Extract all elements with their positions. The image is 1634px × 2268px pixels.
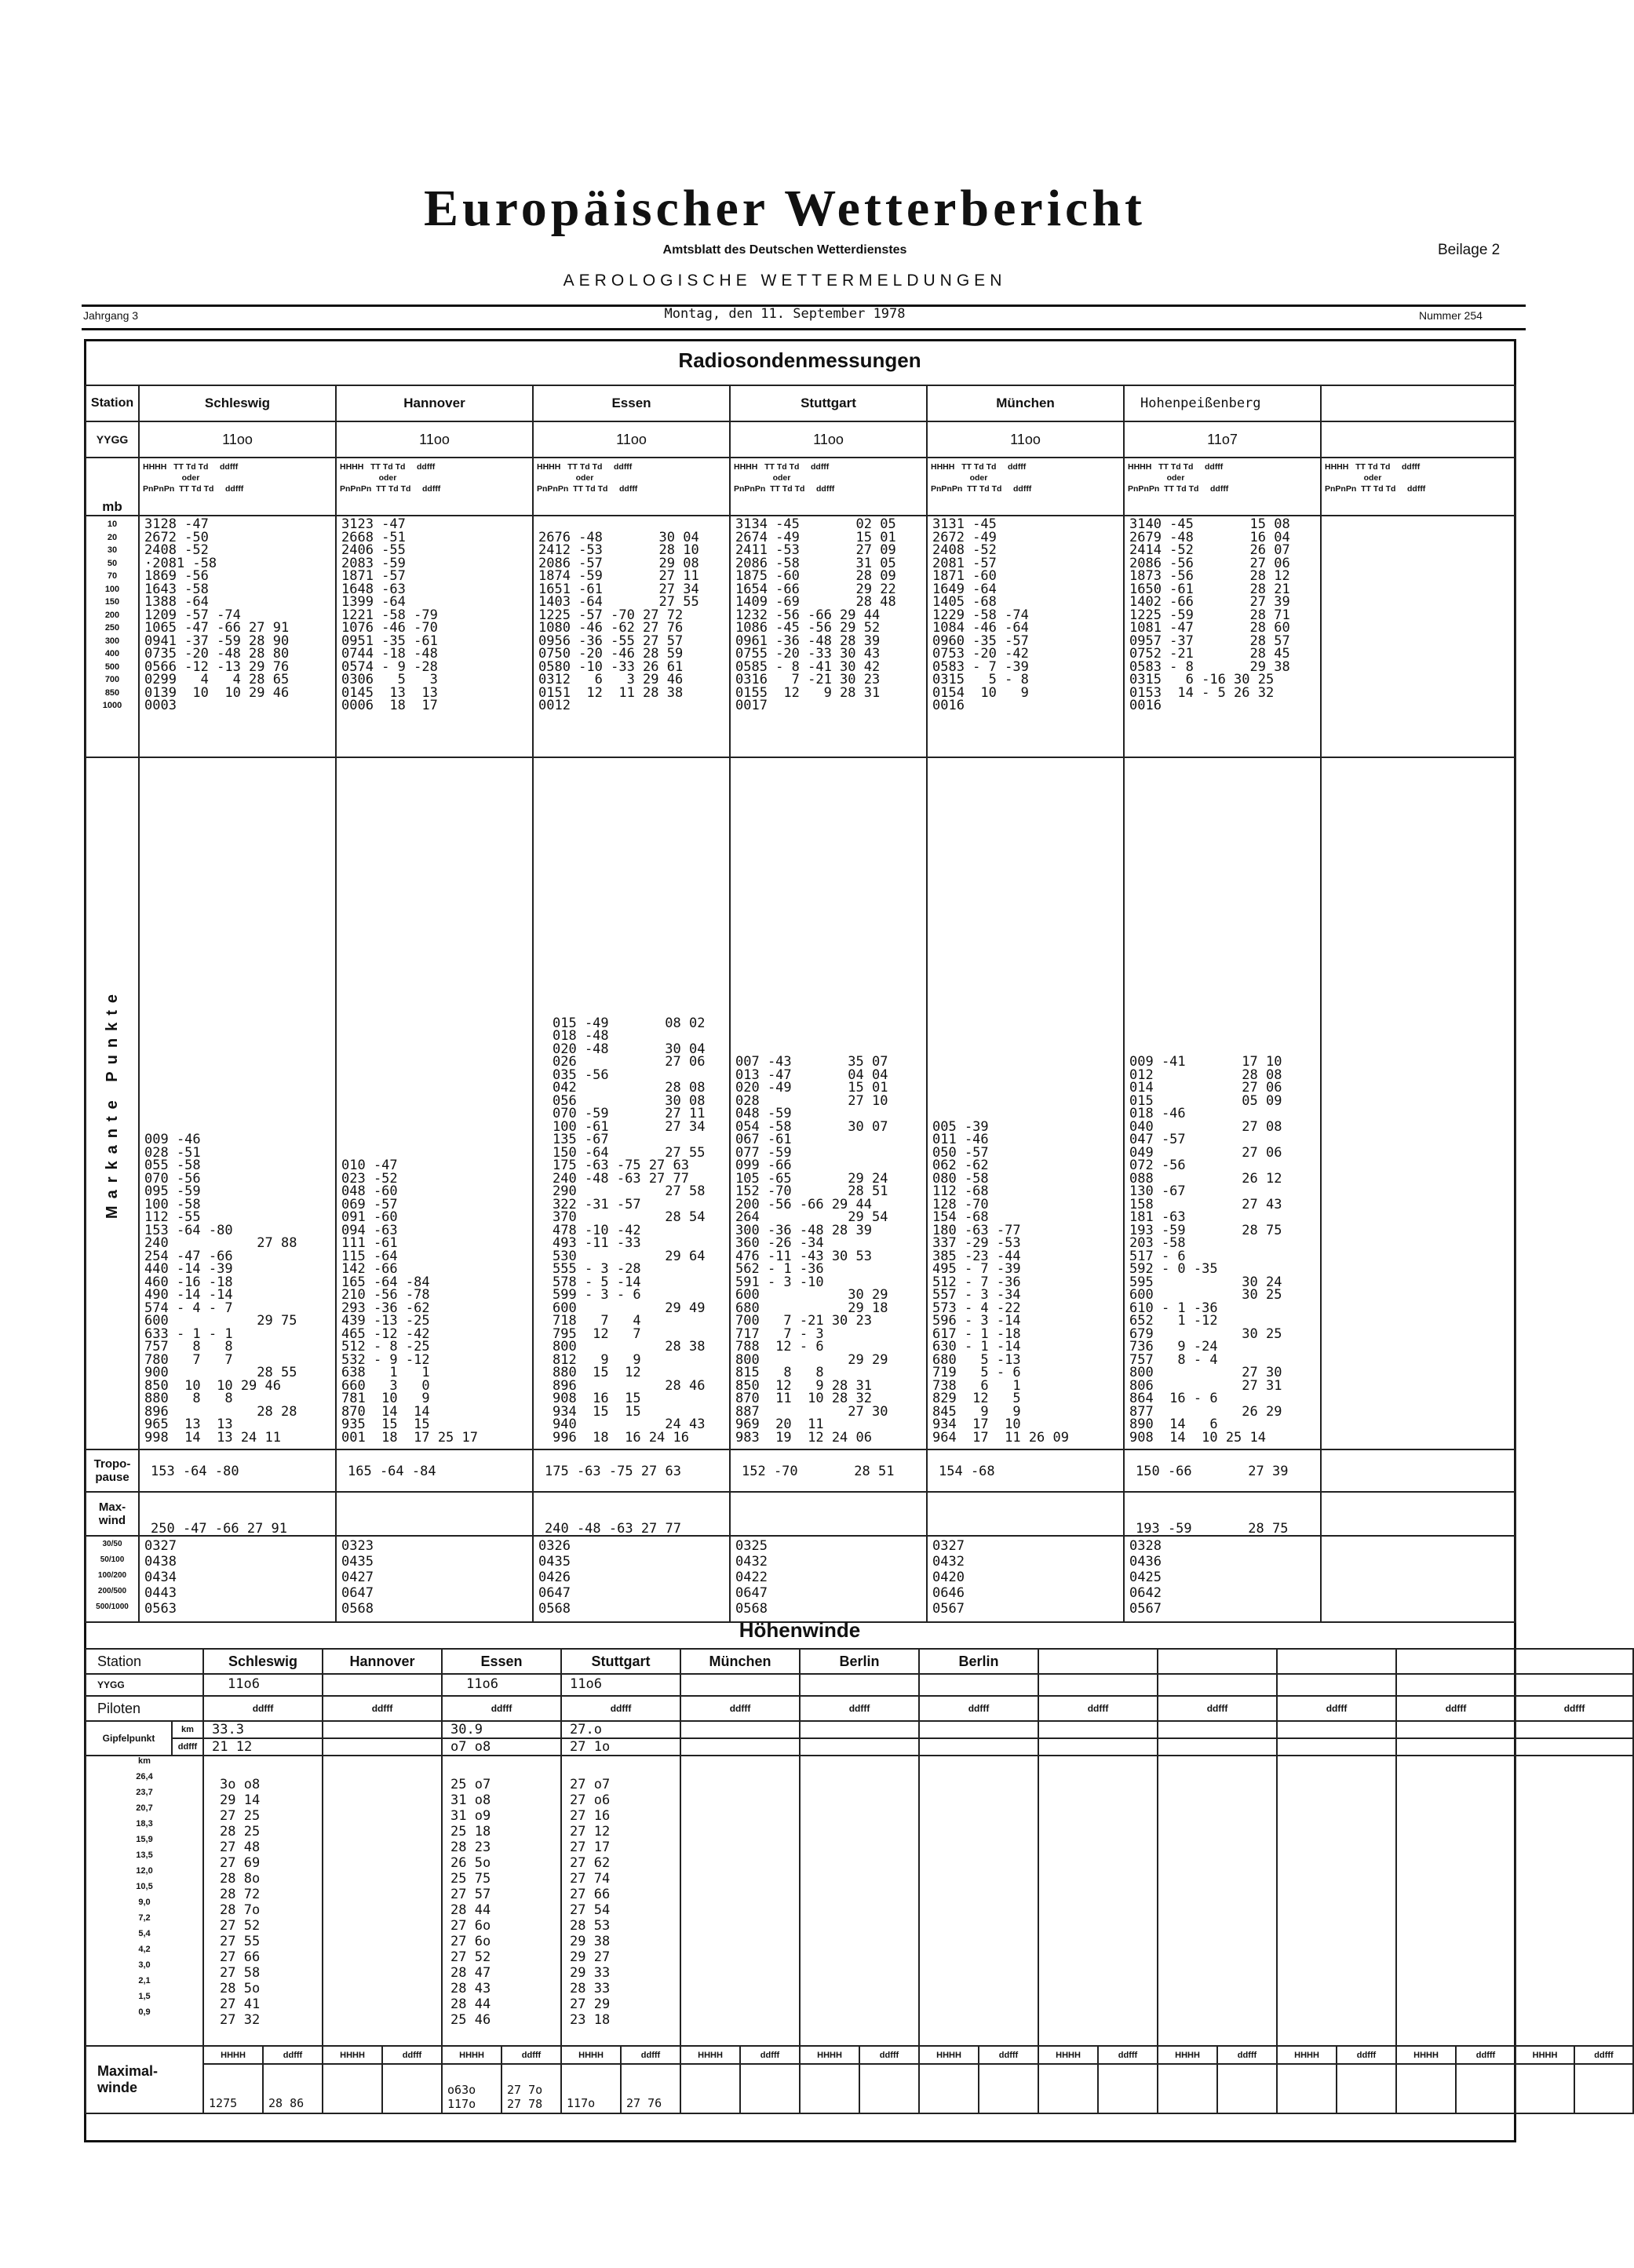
mb-levels: 10 20 30 50 70 100 150 200 250 300 400 500 700 850 1000 — [86, 516, 139, 757]
std-level-data: 3123 -47 2668 -51 2406 -55 2083 -59 1871 -57 1648 -63 1399 -64 1221 -58 -79 1076 -46 -70 0951 -35 -61 0744 -18 -48 0574 - 9 -28 0306 5 3 0145 13 13 0006 18 17 — [336, 516, 533, 757]
max-hhhh — [920, 2064, 979, 2113]
ddfff-header: ddfff — [1396, 1696, 1515, 1721]
wind-column — [800, 1756, 919, 2046]
maxwind-value: 240 -48 -63 27 77 — [533, 1492, 730, 1536]
ddfff-header: ddfff — [1217, 2047, 1276, 2064]
station-name: München — [927, 385, 1124, 421]
ddfff-header: ddfff — [203, 1696, 323, 1721]
max-cell — [800, 2046, 919, 2113]
max-hhhh: 1275 — [204, 2064, 263, 2113]
hw-station: Schleswig — [203, 1649, 323, 1674]
ddfff-header: ddfff — [263, 2047, 322, 2064]
empty-cell — [1321, 1536, 1515, 1622]
maxwind-value — [336, 1492, 533, 1536]
max-hhhh — [1516, 2064, 1574, 2113]
std-level-data: 3134 -45 02 05 2674 -49 15 01 2411 -53 27 09 2086 -58 31 05 1875 -60 28 09 1654 -66 29 22 1409 -69 28 48 1232 -56 -66 29 44 1086 -45 -56 29 52 0961 -36 -48 28 39 0755 -20 -33 30 43 0585 - 8 -41 30 42 0316 7 -21 30 23 0155 12 9 28 31 0017 — [730, 516, 927, 757]
ddfff-header: ddfff — [1574, 2047, 1632, 2064]
max-ddfff: 28 86 — [268, 2096, 305, 2110]
km-levels: 26,4 23,7 20,7 18,3 15,9 13,5 12,0 10,5 9,0 7,2 5,4 4,2 3,0 2,1 1,5 0,9 — [136, 1772, 153, 2017]
wind-column — [1158, 1756, 1277, 2046]
yygg-value: 11oo — [730, 421, 927, 458]
column-caption: HHHH TT Td Td ddfff oder PnPnPn TT Td Td ddfff — [927, 458, 1124, 516]
page-title: Europäischer Wetterbericht — [423, 180, 1147, 237]
gipfel-ddfff: o7 o8 — [442, 1738, 561, 1756]
max-hhhh — [1158, 2064, 1217, 2113]
tropopause-value: 175 -63 -75 27 63 — [533, 1449, 730, 1492]
ddfff-header: ddfff — [859, 2047, 918, 2064]
hw-station — [1038, 1649, 1158, 1674]
max-cell — [919, 2046, 1038, 2113]
hw-yygg — [919, 1674, 1038, 1696]
max-subtable — [1039, 2047, 1157, 2113]
km-label: km — [172, 1721, 203, 1738]
hw-yygg: 11o6 — [442, 1674, 561, 1696]
hoehenwinde-title: Höhenwinde — [739, 1618, 861, 1642]
wind-column — [1277, 1756, 1396, 2046]
max-ddfff — [740, 2064, 799, 2113]
tropopause-value: 153 -64 -80 — [139, 1449, 336, 1492]
max-cell — [323, 2046, 442, 2113]
ddfff-header: ddfff — [800, 1696, 919, 1721]
max-ddfff — [1574, 2064, 1632, 2113]
thickness-values: 0327 0432 0420 0646 0567 — [927, 1536, 1124, 1622]
ddfff-header: ddfff — [561, 1696, 680, 1721]
wind-column — [1396, 1756, 1515, 2046]
sig-level-data: 009 -41 17 10 012 28 08 014 27 06 015 05 09 018 -46 040 27 08 047 -57 049 27 06 072 -56 088 26 12 130 -67 158 27 43 181 -63 193 -59 28 75 203 -58 517 - 6 592 - 0 -35 595 30 24 600 30 25 610 - 1 -36 652 1 -12 679 30 25 736 9 -24 757 8 - 4 800 27 30 806 27 31 864 16 - 6 877 26 29 890 14 6 908 14 10 25 14 — [1124, 757, 1321, 1449]
sig-level-data: 009 -46 028 -51 055 -58 070 -56 095 -59 100 -58 112 -55 153 -64 -80 240 27 88 254 -47 -66 440 -14 -39 460 -16 -18 490 -14 -14 574 - 4 - 7 600 29 75 633 - 1 - 1 757 8 8 780 7 7 900 28 55 850 10 10 29 46 880 8 8 896 28 28 965 13 13 998 14 13 24 11 — [139, 757, 336, 1449]
hw-station — [1396, 1649, 1515, 1674]
station-name: Hannover — [336, 385, 533, 421]
max-ddfff — [859, 2064, 918, 2113]
ddfff-label: ddfff — [172, 1738, 203, 1756]
ddfff-header: ddfff — [1038, 1696, 1158, 1721]
ddfff-header: ddfff — [442, 1696, 561, 1721]
max-hhhh: o63o 117o — [443, 2064, 502, 2113]
max-ddfff — [979, 2064, 1038, 2113]
gipfel-ddfff — [323, 1738, 442, 1756]
ddfff-header: ddfff — [323, 1696, 442, 1721]
hw-yygg: 11o6 — [561, 1674, 680, 1696]
std-level-data: 3128 -47 2672 -50 2408 -52 ·2081 -58 1869 -56 1643 -58 1388 -64 1209 -57 -74 1065 -47 -66 27 91 0941 -37 -59 28 90 0735 -20 -48 28 80 0566 -12 -13 29 76 0299 4 4 28 65 0139 10 10 29 46 0003 — [139, 516, 336, 757]
km-label: km — [138, 1756, 151, 1766]
piloten-label: Piloten — [86, 1696, 203, 1721]
tropopause-label: Tropo- pause — [86, 1449, 139, 1492]
wind-column — [1038, 1756, 1158, 2046]
max-subtable — [562, 2047, 680, 2113]
max-cell — [203, 2046, 323, 2113]
hhhh-header: HHHH — [323, 2047, 382, 2064]
yygg-value: 11o7 — [1124, 421, 1321, 458]
hw-station: Essen — [442, 1649, 561, 1674]
gipfel-km — [800, 1721, 919, 1738]
thickness-values: 0328 0436 0425 0642 0567 — [1124, 1536, 1321, 1622]
ddfff-header: ddfff — [1098, 2047, 1157, 2064]
hw-station — [1158, 1649, 1277, 1674]
yygg-value: 11oo — [336, 421, 533, 458]
hhhh-header: HHHH — [681, 2047, 740, 2064]
station-label: Station — [86, 385, 139, 421]
hhhh-header: HHHH — [1397, 2047, 1456, 2064]
max-hhhh — [1039, 2064, 1098, 2113]
gipfel-ddfff — [1277, 1738, 1396, 1756]
yygg-label: YYGG — [86, 1674, 203, 1696]
gipfel-km — [1277, 1721, 1396, 1738]
max-cell — [442, 2046, 561, 2113]
maximalwinde-label: Maximal- winde — [86, 2046, 203, 2113]
station-label: Station — [86, 1649, 203, 1674]
max-subtable — [1278, 2047, 1395, 2113]
ddfff-header: ddfff — [502, 2047, 560, 2064]
gipfel-km — [919, 1721, 1038, 1738]
gipfel-km — [323, 1721, 442, 1738]
radiosonde-title: Radiosondenmessungen — [678, 348, 921, 372]
empty-cell — [1321, 516, 1515, 757]
max-ddfff — [1217, 2064, 1276, 2113]
empty-station — [1321, 385, 1515, 421]
sig-level-data: 015 -49 08 02 018 -48 020 -48 30 04 026 27 06 035 -56 042 28 08 056 30 08 070 -59 27 11 100 -61 27 34 135 -67 150 -64 27 55 175 -63 -75 27 63 240 -48 -63 27 77 290 27 58 322 -31 -57 370 28 54 478 -10 -42 493 -11 -33 530 29 64 555 - 3 -28 578 - 5 -14 599 - 3 - 6 600 29 49 718 7 4 795 12 7 800 28 38 812 9 9 880 15 12 896 28 46 908 16 15 934 15 15 940 24 43 996 18 16 24 16 — [533, 757, 730, 1449]
ddfff-header: ddfff — [1158, 1696, 1277, 1721]
hw-station: München — [680, 1649, 800, 1674]
station-name: Stuttgart — [730, 385, 927, 421]
wind-column — [680, 1756, 800, 2046]
max-subtable — [801, 2047, 918, 2113]
wind-column: 27 o7 27 o6 27 16 27 12 27 17 27 62 27 74 27 66 27 54 28 53 29 38 29 27 29 33 28 33 27 29 23 18 — [561, 1756, 680, 2046]
station-name: Essen — [533, 385, 730, 421]
gipfel-ddfff — [1038, 1738, 1158, 1756]
max-subtable — [1158, 2047, 1276, 2113]
std-level-data: 3140 -45 15 08 2679 -48 16 04 2414 -52 26 07 2086 -56 27 06 1873 -56 28 12 1650 -61 28 21 1402 -66 27 39 1225 -59 28 71 1081 -47 28 60 0957 -37 28 57 0752 -21 28 45 0583 - 8 29 38 0315 6 -16 30 25 0153 14 - 5 26 32 0016 — [1124, 516, 1321, 757]
hhhh-header: HHHH — [204, 2047, 263, 2064]
sig-level-data: 007 -43 35 07 013 -47 04 04 020 -49 15 01 028 27 10 048 -59 054 -58 30 07 067 -61 077 -59 099 -66 105 -65 29 24 152 -70 28 51 200 -56 -66 29 44 264 29 54 300 -36 -48 28 39 360 -26 -34 476 -11 -43 30 53 562 - 1 -36 591 - 3 -10 600 30 29 680 29 18 700 7 -21 30 23 717 7 - 3 788 12 - 6 800 29 29 815 8 8 850 12 9 28 31 870 11 10 28 32 887 27 30 969 20 11 983 19 12 24 06 — [730, 757, 927, 1449]
hw-yygg: 11o6 — [203, 1674, 323, 1696]
column-caption: HHHH TT Td Td ddfff oder PnPnPn TT Td Td ddfff — [336, 458, 533, 516]
subtitle: Amtsblatt des Deutschen Wetterdienstes — [662, 243, 907, 257]
gipfel-km — [1515, 1721, 1633, 1738]
hw-station — [1277, 1649, 1396, 1674]
markante-cell — [86, 757, 139, 1449]
empty-cell — [1321, 757, 1515, 1449]
column-caption: HHHH TT Td Td ddfff oder PnPnPn TT Td Td ddfff — [730, 458, 927, 516]
section-heading: AEROLOGISCHE WETTERMELDUNGEN — [563, 272, 1007, 290]
max-ddfff — [1456, 2064, 1515, 2113]
thickness-values: 0326 0435 0426 0647 0568 — [533, 1536, 730, 1622]
hw-station — [1515, 1649, 1633, 1674]
column-caption: HHHH TT Td Td ddfff oder PnPnPn TT Td Td ddfff — [1321, 458, 1515, 516]
maxwind-value: 250 -47 -66 27 91 — [139, 1492, 336, 1536]
max-hhhh — [681, 2064, 740, 2113]
max-subtable — [681, 2047, 799, 2113]
hhhh-header: HHHH — [443, 2047, 502, 2064]
column-caption: HHHH TT Td Td ddfff oder PnPnPn TT Td Td ddfff — [533, 458, 730, 516]
empty-cell — [1321, 421, 1515, 458]
hoehenwinde-table — [85, 1648, 1634, 2114]
ddfff-header: ddfff — [740, 2047, 799, 2064]
hw-yygg — [680, 1674, 800, 1696]
hw-station: Berlin — [800, 1649, 919, 1674]
mb-label: mb — [86, 458, 139, 516]
ddfff-header: ddfff — [1456, 2047, 1515, 2064]
gipfel-km — [680, 1721, 800, 1738]
sig-level-data: 010 -47 023 -52 048 -60 069 -57 091 -60 094 -63 111 -61 115 -64 142 -66 165 -64 -84 210 -56 -78 293 -36 -62 439 -13 -25 465 -12 -42 512 - 8 -25 532 - 9 -12 638 1 1 660 3 0 781 10 9 870 14 14 935 15 15 001 18 17 25 17 — [336, 757, 533, 1449]
station-name: Schleswig — [139, 385, 336, 421]
wind-column — [323, 1756, 442, 2046]
std-level-data: 3131 -45 2672 -49 2408 -52 2081 -57 1871 -60 1649 -64 1405 -68 1229 -58 -74 1084 -46 -64 0960 -35 -57 0753 -20 -42 0583 - 7 -39 0315 5 - 8 0154 10 9 0016 — [927, 516, 1124, 757]
max-ddfff: 27 76 — [626, 2096, 662, 2110]
maxwind-label: Max- wind — [86, 1492, 139, 1536]
ddfff-header: ddfff — [979, 2047, 1038, 2064]
max-ddfff: 27 7o 27 78 — [507, 2083, 543, 2111]
yygg-value: 11oo — [533, 421, 730, 458]
hw-station: Berlin — [919, 1649, 1038, 1674]
ddfff-header: ddfff — [382, 2047, 441, 2064]
gipfel-ddfff — [1515, 1738, 1633, 1756]
ddfff-header: ddfff — [1515, 1696, 1633, 1721]
hhhh-header: HHHH — [1158, 2047, 1217, 2064]
wind-column — [1515, 1756, 1633, 2046]
ddfff-header: ddfff — [1277, 1696, 1396, 1721]
markante-label: Markante Punkte — [103, 987, 121, 1220]
hw-yygg — [1158, 1674, 1277, 1696]
wind-column: 25 o7 31 o8 31 o9 25 18 28 23 26 5o 25 75 27 57 28 44 27 6o 27 6o 27 52 28 47 28 43 28 44 25 46 — [442, 1756, 561, 2046]
gipfel-ddfff — [680, 1738, 800, 1756]
gipfel-ddfff: 27 1o — [561, 1738, 680, 1756]
max-cell — [561, 2046, 680, 2113]
ddfff-header: ddfff — [1337, 2047, 1395, 2064]
tropopause-value: 150 -66 27 39 — [1124, 1449, 1321, 1492]
hhhh-header: HHHH — [1278, 2047, 1337, 2064]
gipfel-ddfff — [919, 1738, 1038, 1756]
hhhh-header: HHHH — [801, 2047, 859, 2064]
hw-yygg — [1396, 1674, 1515, 1696]
max-hhhh — [323, 2064, 382, 2113]
gipfel-km — [1396, 1721, 1515, 1738]
tropopause-value: 152 -70 28 51 — [730, 1449, 927, 1492]
wind-column: 3o o8 29 14 27 25 28 25 27 48 27 69 28 8o 28 72 28 7o 27 52 27 55 27 66 27 58 28 5o 27 41 27 32 — [203, 1756, 323, 2046]
max-subtable — [1397, 2047, 1515, 2113]
gipfel-km: 30.9 — [442, 1721, 561, 1738]
issue-date: Montag, den 11. September 1978 — [664, 306, 906, 322]
max-hhhh: 117o — [562, 2064, 621, 2113]
hhhh-header: HHHH — [920, 2047, 979, 2064]
max-cell — [1515, 2046, 1633, 2113]
beilage-label: Beilage 2 — [1438, 242, 1501, 258]
hw-yygg — [800, 1674, 919, 1696]
max-subtable — [1516, 2047, 1632, 2113]
hhhh-header: HHHH — [562, 2047, 621, 2064]
bottom-rule — [82, 328, 1526, 330]
std-level-data: 2676 -48 30 04 2412 -53 28 10 2086 -57 29 08 1874 -59 27 11 1651 -61 27 34 1403 -64 27 55 1225 -57 -70 27 72 1080 -46 -62 27 76 0956 -36 -55 27 57 0750 -20 -46 28 59 0580 -10 -33 26 61 0312 6 3 29 46 0151 12 11 28 38 0012 — [533, 516, 730, 757]
column-caption: HHHH TT Td Td ddfff oder PnPnPn TT Td Td ddfff — [1124, 458, 1321, 516]
empty-cell — [1321, 1449, 1515, 1492]
gipfel-km — [1038, 1721, 1158, 1738]
ddfff-header: ddfff — [680, 1696, 800, 1721]
thickness-values: 0323 0435 0427 0647 0568 — [336, 1536, 533, 1622]
empty-cell — [1321, 1492, 1515, 1536]
hhhh-header: HHHH — [1039, 2047, 1098, 2064]
max-hhhh — [1397, 2064, 1456, 2113]
maxwind-value — [730, 1492, 927, 1536]
station-name: Hohenpeißenberg — [1124, 385, 1321, 421]
max-cell — [1158, 2046, 1277, 2113]
hw-yygg — [1515, 1674, 1633, 1696]
gipfel-ddfff — [1158, 1738, 1277, 1756]
yygg-label: YYGG — [86, 421, 139, 458]
sig-level-data: 005 -39 011 -46 050 -57 062 -62 080 -58 112 -68 128 -70 154 -68 180 -63 -77 337 -29 -53 385 -23 -44 495 - 7 -39 512 - 7 -36 557 - 3 -34 573 - 4 -22 596 - 3 -14 617 - 1 -18 630 - 1 -14 680 5 -13 719 5 - 6 738 6 1 829 12 5 845 9 9 934 17 10 964 17 11 26 09 — [927, 757, 1124, 1449]
gipfel-km: 33.3 — [203, 1721, 323, 1738]
km-levels-cell — [86, 1756, 203, 2046]
max-subtable — [443, 2047, 560, 2113]
gipfel-km: 27.o — [561, 1721, 680, 1738]
max-hhhh — [801, 2064, 859, 2113]
gipfel-ddfff: 21 12 — [203, 1738, 323, 1756]
thickness-values: 0325 0432 0422 0647 0568 — [730, 1536, 927, 1622]
gipfel-ddfff — [800, 1738, 919, 1756]
thickness-values: 0327 0438 0434 0443 0563 — [139, 1536, 336, 1622]
ddfff-header: ddfff — [919, 1696, 1038, 1721]
gipfelpunkt-label: Gipfelpunkt — [86, 1721, 172, 1756]
max-hhhh — [1278, 2064, 1337, 2113]
yygg-value: 11oo — [139, 421, 336, 458]
max-cell — [1038, 2046, 1158, 2113]
max-ddfff — [1337, 2064, 1395, 2113]
tropopause-value: 154 -68 — [927, 1449, 1124, 1492]
gipfel-km — [1158, 1721, 1277, 1738]
maxwind-value: 193 -59 28 75 — [1124, 1492, 1321, 1536]
max-cell — [1396, 2046, 1515, 2113]
thickness-labels: 30/50 50/100 100/200 200/500 500/1000 — [86, 1536, 139, 1622]
max-subtable — [204, 2047, 322, 2113]
hw-station: Stuttgart — [561, 1649, 680, 1674]
max-cell — [680, 2046, 800, 2113]
max-ddfff — [1098, 2064, 1157, 2113]
hw-station: Hannover — [323, 1649, 442, 1674]
hw-yygg — [1038, 1674, 1158, 1696]
wind-column — [919, 1756, 1038, 2046]
radiosonde-table — [85, 385, 1516, 1623]
maxwind-value — [927, 1492, 1124, 1536]
jahrgang: Jahrgang 3 — [83, 309, 139, 322]
column-caption: HHHH TT Td Td ddfff oder PnPnPn TT Td Td ddfff — [139, 458, 336, 516]
nummer: Nummer 254 — [1419, 309, 1483, 322]
hw-yygg — [323, 1674, 442, 1696]
max-cell — [1277, 2046, 1396, 2113]
tropopause-value: 165 -64 -84 — [336, 1449, 533, 1492]
max-subtable — [920, 2047, 1038, 2113]
hhhh-header: HHHH — [1516, 2047, 1574, 2064]
ddfff-header: ddfff — [621, 2047, 680, 2064]
hw-yygg — [1277, 1674, 1396, 1696]
max-subtable — [323, 2047, 441, 2113]
max-ddfff — [382, 2064, 441, 2113]
yygg-value: 11oo — [927, 421, 1124, 458]
gipfel-ddfff — [1396, 1738, 1515, 1756]
